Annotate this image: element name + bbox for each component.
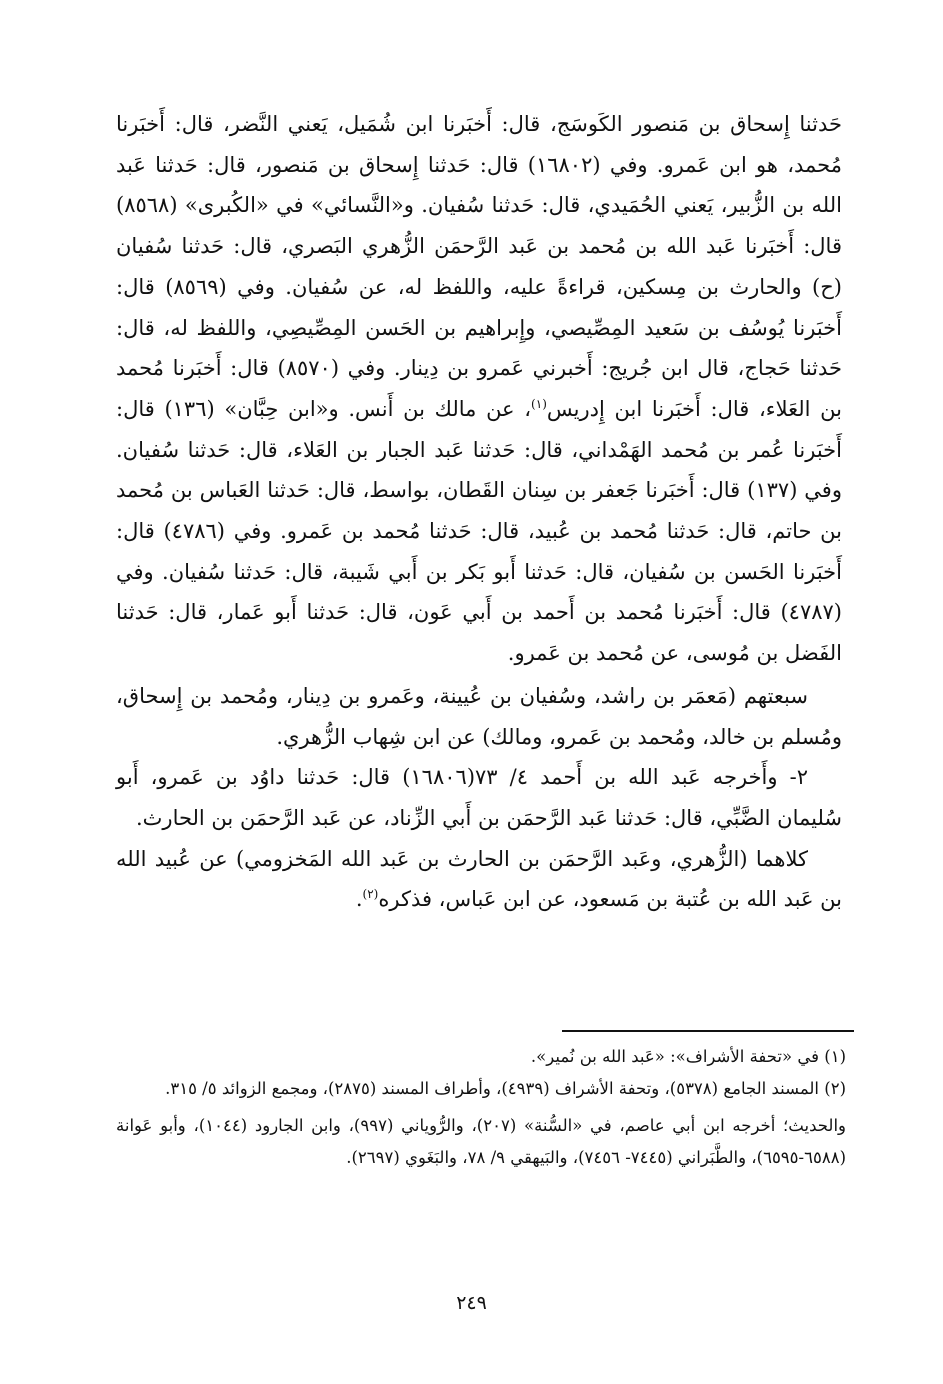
paragraph-seven-narrators: سبعتهم (مَعمَر بن راشد، وسُفيان بن عُيينة، وعَمرو بن دِينار، ومُحمد بن إِسحاق، ومُسلم بن خالد، ومُحمد بن عَمرو، ومالك) عن ابن شِهاب الزُّهري. [116, 683, 842, 749]
footnote-2-continued: والحديث؛ أخرجه ابن أبي عاصم، في «السُّنة» (٢٠٧)، والرُّوياني (٩٩٧)، وابن الجارود (١٠٤٤)، وأبو عَوانة (٦٥٨٨-٦٥٩٥)، والطَّبَراني (٧٤٤٥- ٧٤٥٦)، والبَيهقي ٩/ ٧٨، والبَغَوي (٢٦٩٧). [116, 1116, 846, 1167]
paragraph-end-period: . [355, 887, 363, 912]
main-text [116, 104, 842, 920]
footnote-marker-2: (٢) [362, 887, 379, 902]
footnote-1: (١) في «تحفة الأشراف»: «عَبد الله بن نُمير». [530, 1047, 846, 1066]
paragraph-hadith-chains-continued: ، عن مالك بن أَنس. و«ابن حِبَّان» (١٣٦) قال: أَخبَرنا عُمر بن مُحمد الهَمْداني، قال: حَدثنا عَبد الجبار بن العَلاء، قال: حَدثنا سُفيان. وفي (١٣٧) قال: أَخبَرنا جَعفر بن سِنان القَطان، بواسط، قال: حَدثنا العَباس بن مُحمد بن حاتم، قال: حَدثنا مُحمد بن عُبيد، قال: حَدثنا مُحمد بن عَمرو. وفي (٤٧٨٦) قال: أَخبَرنا الحَسن بن سُفيان، قال: حَدثنا أَبو بَكر بن أَبي شَيبة، قال: حَدثنا سُفيان. وفي (٤٧٨٧) قال: أَخبَرنا مُحمد بن أَحمد بن أَبي عَون، قال: حَدثنا أَبو عَمار، قال: حَدثنا الفَضل بن مُوسى، عن مُحمد بن عَمرو. [116, 396, 843, 666]
paragraph-hadith-chains [116, 104, 842, 674]
footnote-separator [562, 1030, 854, 1032]
paragraph-second-route: ٢- وأَخرجه عَبد الله بن أَحمد ٤/ ٧٣(١٦٨٠٦) قال: حَدثنا داوُد بن عَمرو، أَبو سُليمان الضَّبِّي، قال: حَدثنا عَبد الرَّحمَن بن أَبي الزِّناد، عن عَبد الرَّحمَن بن الحارث. [116, 765, 842, 830]
paragraph-hadith-chains-text: حَدثنا إِسحاق بن مَنصور الكَوسَج، قال: أَخبَرنا ابن شُمَيل، يَعني النَّضر، قال: أَخبَرنا مُحمد، هو ابن عَمرو. وفي (١٦٨٠٢) قال: حَدثنا إِسحاق بن مَنصور، قال: حَدثنا عَبد الله بن الزُّبير، يَعني الحُمَيدي، قال: حَدثنا سُفيان. و«النَّسائي» في «الكُبرى» (٨٥٦٨) قال: أَخبَرنا عَبد الله بن مُحمد بن عَبد الرَّحمَن الزُّهري البَصري، قال: حَدثنا سُفيان (ح) والحارث بن مِسكين، قراءةً عليه، واللفظ له، عن سُفيان. وفي (٨٥٦٩) قال: أَخبَرنا يُوسُف بن سَعيد المِصِّيصي، وإِبراهيم بن الحَسن المِصِّيصِي، واللفظ له، قال: حَدثنا حَجاج، قال ابن جُريج: أَخبرني عَمرو بن دِينار. وفي (٨٥٧٠) قال: أَخبَرنا مُحمد بن العَلاء، قال: أَخبَرنا ابن إِدريس [116, 112, 842, 421]
footnotes [116, 1041, 846, 1173]
footnote-marker-1: (١) [531, 396, 547, 411]
paragraph-both-narrators [116, 839, 842, 920]
page-number: ٢٤٩ [456, 1292, 487, 1314]
footnote-2: (٢) المسند الجامع (٥٣٧٨)، وتحفة الأشراف (٤٩٣٩)، وأطراف المسند (٢٨٧٥)، ومجمع الزوائد ٥/ ٣١٥. [165, 1078, 846, 1098]
paragraph-both-narrators-text: كلاهما (الزُّهري، وعَبد الرَّحمَن بن الحارث بن عَبد الله المَخزومي) عن عُبيد الله بن عَبد الله بن عُتبة بن مَسعود، عن ابن عَباس، فذكره [116, 846, 842, 912]
